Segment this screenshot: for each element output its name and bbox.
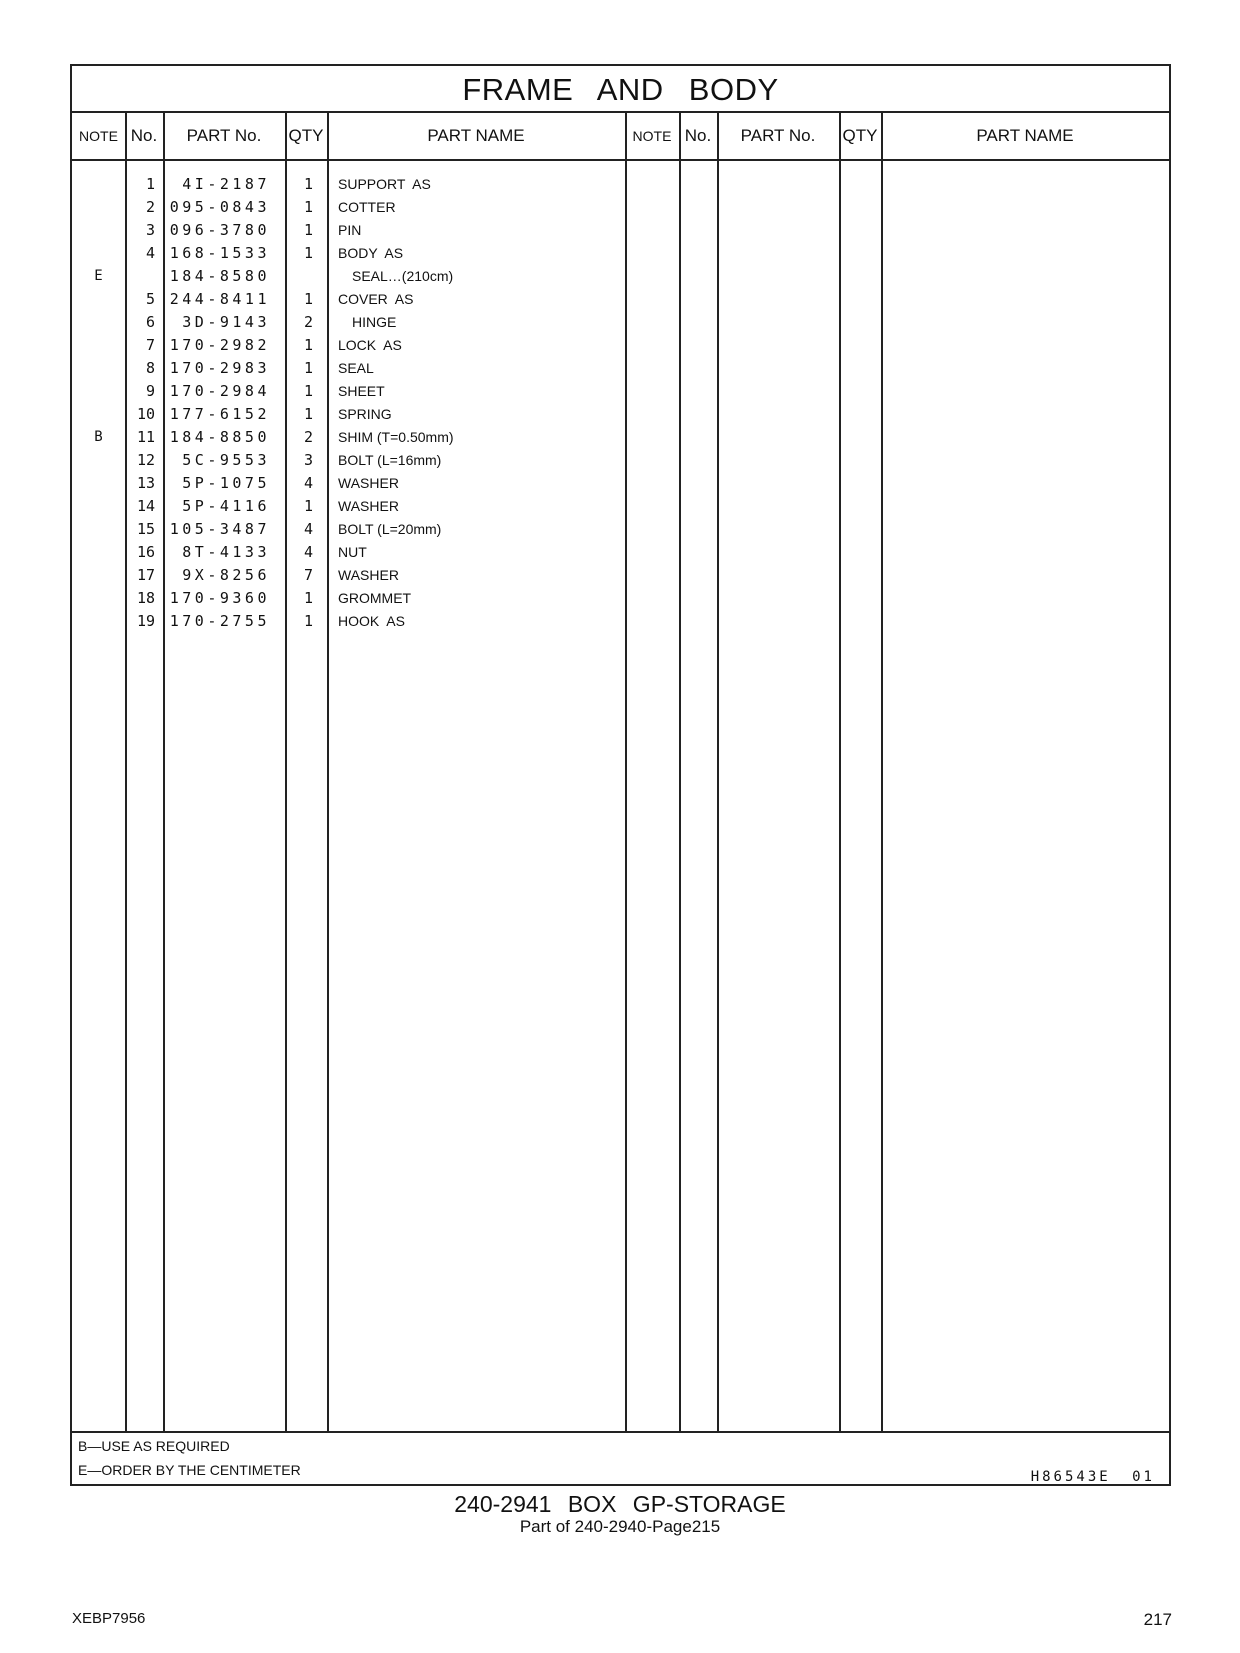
table-row (72, 380, 1169, 403)
row-item-number: 18 (136, 589, 155, 607)
row-part-number: 170-2982 (169, 336, 270, 354)
row-quantity: 1 (303, 244, 313, 262)
row-quantity: 3 (303, 451, 313, 469)
table-row (72, 173, 1169, 196)
row-item-number: 3 (145, 221, 155, 239)
row-item-number: 11 (136, 428, 155, 446)
row-quantity: 2 (303, 313, 313, 331)
page-title: FRAME AND BODY (72, 66, 1169, 113)
row-part-name: SEAL (338, 360, 374, 376)
row-quantity: 4 (303, 474, 313, 492)
row-part-name: NUT (338, 544, 367, 560)
row-item-number: 5 (145, 290, 155, 308)
drawing-code: H86543E 01 (1030, 1469, 1155, 1485)
row-quantity: 1 (303, 359, 313, 377)
table-row (72, 495, 1169, 518)
row-quantity: 4 (303, 543, 313, 561)
row-part-name: LOCK AS (338, 337, 402, 353)
header-qty-right: QTY (842, 126, 878, 145)
row-item-number: 8 (145, 359, 155, 377)
table-row (72, 334, 1169, 357)
row-item-number: 15 (136, 520, 155, 538)
row-part-name: COTTER (338, 199, 396, 215)
row-quantity: 1 (303, 612, 313, 630)
row-item-number: 9 (145, 382, 155, 400)
row-quantity: 1 (303, 336, 313, 354)
row-part-name: PIN (338, 222, 362, 238)
row-part-number: 177-6152 (169, 405, 270, 423)
table-row (72, 541, 1169, 564)
row-quantity: 1 (303, 497, 313, 515)
table-row (72, 564, 1169, 587)
row-item-number: 12 (136, 451, 155, 469)
row-part-number: 9X-8256 (182, 566, 270, 584)
header-note-right: NOTE (632, 128, 672, 144)
row-part-name: SHEET (338, 383, 385, 399)
table-row (72, 426, 1169, 449)
table-row (72, 219, 1169, 242)
header-qty-left: QTY (288, 126, 324, 145)
row-part-number: 3D-9143 (182, 313, 270, 331)
row-part-name: HINGE (352, 314, 397, 330)
row-quantity: 4 (303, 520, 313, 538)
row-part-name: HOOK AS (338, 613, 405, 629)
row-note: E (94, 268, 103, 284)
row-part-number: 184-8580 (169, 267, 270, 285)
header-note-left: NOTE (79, 128, 118, 144)
row-item-number: 17 (136, 566, 155, 584)
table-row (72, 403, 1169, 426)
table-row (72, 311, 1169, 334)
row-part-name: WASHER (338, 498, 399, 514)
row-quantity: 1 (303, 382, 313, 400)
row-part-number: 244-8411 (169, 290, 270, 308)
row-quantity: 1 (303, 221, 313, 239)
row-part-name: SUPPORT AS (338, 176, 431, 192)
row-part-number: 5C-9553 (182, 451, 270, 469)
row-part-number: 4I-2187 (182, 175, 270, 193)
row-item-number: 19 (136, 612, 155, 630)
row-part-number: 170-2755 (169, 612, 270, 630)
row-quantity: 1 (303, 290, 313, 308)
page-number: 217 (1143, 1610, 1172, 1629)
header-no-left: No. (130, 126, 158, 145)
row-item-number: 6 (145, 313, 155, 331)
group-caption: 240-2941 BOX GP-STORAGE (454, 1491, 786, 1517)
row-part-name: BOLT (L=20mm) (338, 521, 442, 537)
document-id: XEBP7956 (72, 1610, 146, 1627)
row-quantity: 1 (303, 405, 313, 423)
row-part-number: 096-3780 (169, 221, 270, 239)
row-part-number: 170-2983 (169, 359, 270, 377)
row-part-name: SEAL…(210cm) (352, 268, 454, 284)
table-row (72, 518, 1169, 541)
row-part-number: 170-9360 (169, 589, 270, 607)
table-header (72, 113, 1169, 161)
footnote-b: B—USE AS REQUIRED (78, 1438, 230, 1454)
row-part-number: 5P-1075 (182, 474, 270, 492)
row-part-name: BODY AS (338, 245, 404, 261)
row-item-number: 14 (136, 497, 155, 515)
row-part-name: SHIM (T=0.50mm) (338, 429, 454, 445)
row-part-name: SPRING (338, 406, 392, 422)
row-quantity: 2 (303, 428, 313, 446)
header-part-name-right: PART NAME (976, 126, 1074, 145)
row-note: B (94, 429, 103, 445)
row-part-number: 170-2984 (169, 382, 270, 400)
header-no-right: No. (684, 126, 712, 145)
group-reference: Part of 240-2940-Page215 (519, 1517, 721, 1536)
table-row (72, 610, 1169, 633)
table-row (72, 357, 1169, 380)
table-footer (72, 1431, 1169, 1486)
table-row (72, 449, 1169, 472)
row-item-number: 7 (145, 336, 155, 354)
row-part-name: WASHER (338, 475, 399, 491)
header-part-no-right: PART No. (740, 126, 816, 145)
table-row (72, 242, 1169, 265)
row-item-number: 10 (136, 405, 155, 423)
row-part-number: 8T-4133 (182, 543, 270, 561)
row-part-number: 095-0843 (169, 198, 270, 216)
row-part-number: 5P-4116 (182, 497, 270, 515)
row-part-name: WASHER (338, 567, 399, 583)
footnote-e: E—ORDER BY THE CENTIMETER (78, 1462, 301, 1478)
parts-list-frame (70, 64, 1171, 1486)
row-item-number: 2 (145, 198, 155, 216)
row-item-number: 16 (136, 543, 155, 561)
row-quantity: 1 (303, 198, 313, 216)
row-part-number: 184-8850 (169, 428, 270, 446)
row-quantity: 1 (303, 175, 313, 193)
row-item-number: 4 (145, 244, 155, 262)
table-row (72, 196, 1169, 219)
table-row (72, 288, 1169, 311)
row-part-number: 168-1533 (169, 244, 270, 262)
table-row (72, 265, 1169, 288)
table-row (72, 587, 1169, 610)
row-part-name: COVER AS (338, 291, 414, 307)
row-part-number: 105-3487 (169, 520, 270, 538)
row-part-name: GROMMET (338, 590, 412, 606)
table-row (72, 472, 1169, 495)
row-item-number: 13 (136, 474, 155, 492)
header-part-no-left: PART No. (186, 126, 262, 145)
row-part-name: BOLT (L=16mm) (338, 452, 442, 468)
row-quantity: 1 (303, 589, 313, 607)
row-quantity: 7 (303, 566, 313, 584)
header-part-name-left: PART NAME (427, 126, 525, 145)
row-item-number: 1 (145, 175, 155, 193)
